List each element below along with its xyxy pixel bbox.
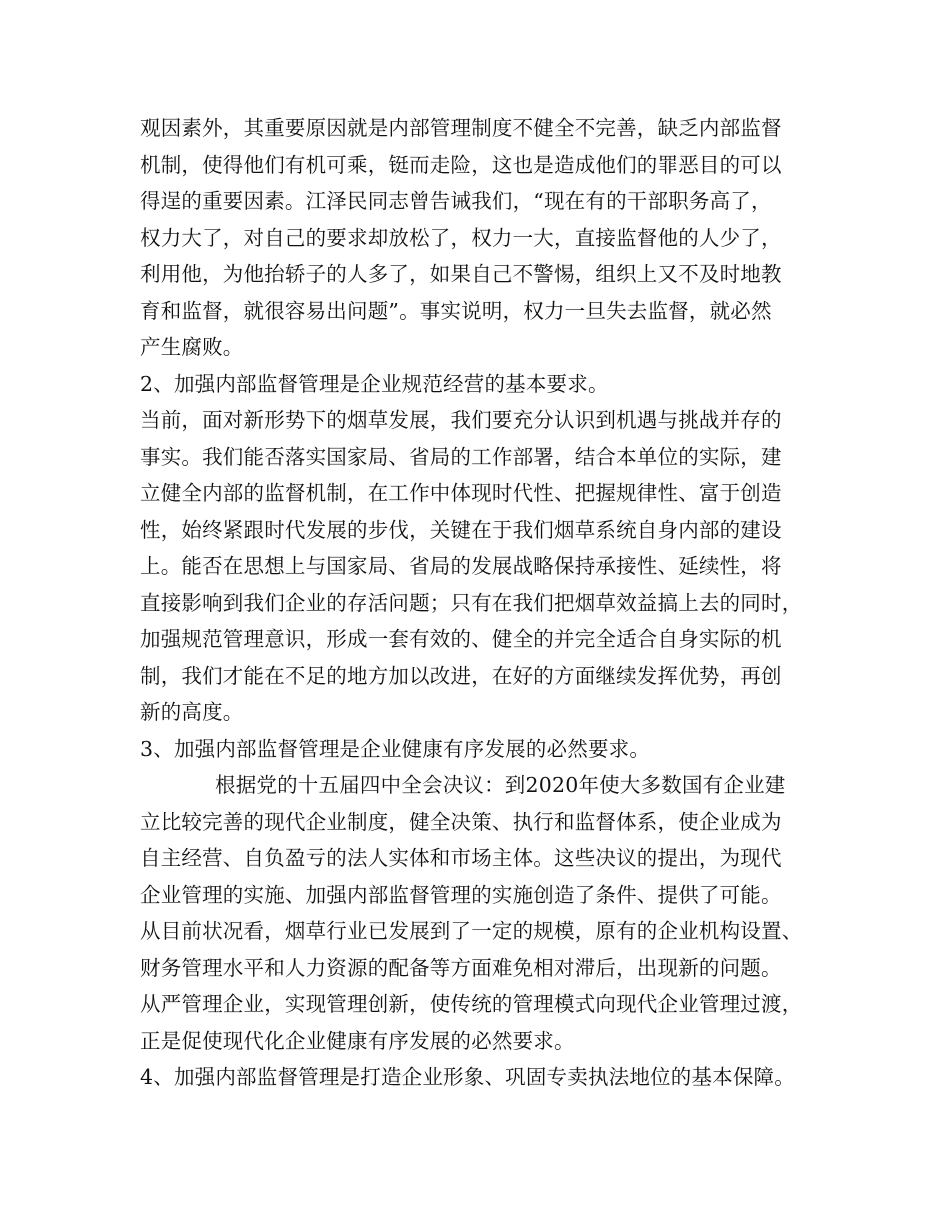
text-line: 立健全内部的监督机制，在工作中体现时代性、把握规律性、富于创造: [140, 481, 782, 505]
section-heading-3: 3、加强内部监督管理是企业健康有序发展的必然要求。: [140, 736, 651, 761]
text-line: 制，我们才能在不足的地方加以改进，在好的方面继续发挥优势，再创: [140, 663, 782, 688]
text-line: 从严管理企业，实现管理创新，使传统的管理模式向现代企业管理过渡，: [140, 992, 803, 1016]
text-line: 直接影响到我们企业的存活问题；只有在我们把烟草效益搞上去的同时，: [140, 590, 803, 615]
text-line: 当前，面对新形势下的烟草发展，我们要充分认识到机遇与挑战并存的: [140, 408, 782, 432]
text-line: 从目前状况看，烟草行业已发展到了一定的规模，原有的企业机构设置、: [140, 919, 803, 943]
section-heading-4: 4、加强内部监督管理是打造企业形象、巩固专卖执法地位的基本保障。: [140, 1065, 795, 1089]
text-line: 立比较完善的现代企业制度，健全决策、执行和监督体系，使企业成为: [140, 809, 782, 834]
text-line: 企业管理的实施、加强内部监督管理的实施创造了条件、提供了可能。: [140, 882, 782, 907]
text-line: 加强规范管理意识，形成一套有效的、健全的并完全适合自身实际的机: [140, 627, 782, 651]
text-line: 财务管理水平和人力资源的配备等方面难免相对滞后，出现新的问题。: [140, 955, 782, 980]
body-text: [140, 110, 825, 1096]
text-line: 机制，使得他们有机可乘，铤而走险，这也是造成他们的罪恶目的可以: [140, 152, 782, 177]
section-heading-2: 2、加强内部监督管理是企业规范经营的基本要求。: [140, 371, 609, 396]
text-line: 观因素外，其重要原因就是内部管理制度不健全不完善，缺乏内部监督: [140, 116, 782, 140]
text-line: 正是促使现代化企业健康有序发展的必然要求。: [140, 1028, 575, 1053]
text-line: 上。能否在思想上与国家局、省局的发展战略保持承接性、延续性，将: [140, 554, 782, 578]
text-line: 性，始终紧跟时代发展的步伐，关键在于我们烟草系统自身内部的建设: [140, 517, 782, 542]
text-line: 事实。我们能否落实国家局、省局的工作部署，结合本单位的实际，建: [140, 444, 782, 469]
text-line: 育和监督，就很容易出问题”。事实说明，权力一旦失去监督，就必然: [140, 298, 772, 323]
text-line: 权力大了，对自己的要求却放松了，权力一大，直接监督他的人少了，: [140, 225, 782, 250]
text-line: 利用他，为他抬轿子的人多了，如果自己不警惕，组织上又不及时地教: [140, 262, 782, 286]
text-line: 产生腐败。: [140, 335, 244, 359]
text-line: 得逞的重要因素。江泽民同志曾告诫我们，“现在有的干部职务高了，: [140, 189, 772, 213]
text-line: 自主经营、自负盈亏的法人实体和市场主体。这些决议的提出，为现代: [140, 846, 782, 870]
text-line: 新的高度。: [140, 700, 244, 724]
paragraph-first-line: 根据党的十五届四中全会决议：到2020年使大多数国有企业建: [215, 773, 786, 797]
